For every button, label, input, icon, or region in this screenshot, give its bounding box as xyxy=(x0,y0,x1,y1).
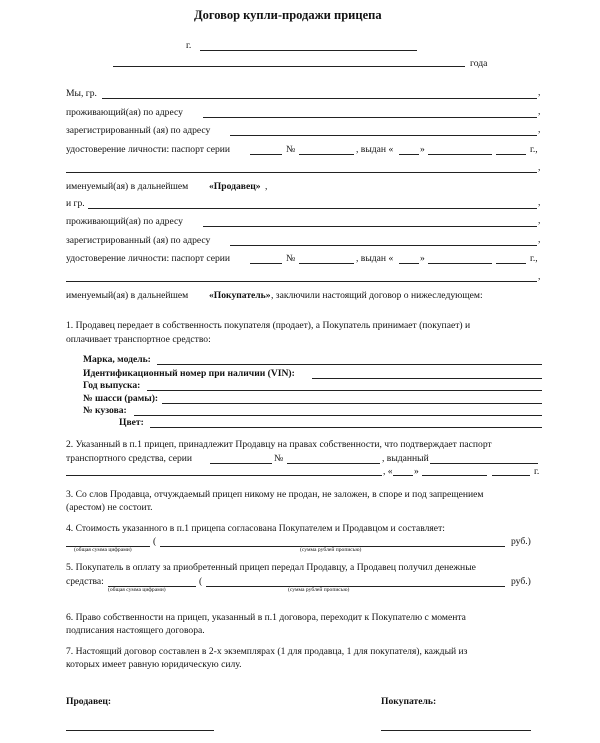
vehicle-passport-month-field[interactable] xyxy=(422,475,487,476)
sum-digits-hint: (общая сумма цифрами) xyxy=(108,587,166,593)
field-vin-input[interactable] xyxy=(312,378,542,379)
clause-6-line-1: 6. Право собственности на прицеп, указанный в п.1 договора, переходит к Покупателю с момента xyxy=(66,612,466,623)
clause-7-line-2: которых имеет равную юридическую силу. xyxy=(66,659,242,670)
field-body-input[interactable] xyxy=(134,415,542,416)
buyer-issue-month-field[interactable] xyxy=(428,263,492,264)
seller-intro: Мы, гр. xyxy=(66,88,97,99)
year-label: года xyxy=(470,58,488,69)
field-color-label: Цвет: xyxy=(119,417,144,428)
seller-issue-day-field[interactable] xyxy=(399,154,419,155)
seller-named-label: именуемый(ая) в дальнейшем xyxy=(66,181,189,192)
seller-passport-number-field[interactable] xyxy=(299,154,354,155)
comma: , xyxy=(538,106,541,117)
seller-address-field[interactable] xyxy=(203,117,537,118)
clause-2-line-2: транспортного средства, серии xyxy=(66,453,193,464)
buyer-issuer-field[interactable] xyxy=(66,281,537,282)
comma: , xyxy=(538,197,541,208)
year-short-2: г. xyxy=(534,466,540,477)
buyer-signature-label: Покупатель: xyxy=(381,696,437,707)
seller-signature-field[interactable] xyxy=(66,730,214,731)
clause-5-line-1: 5. Покупатель в оплату за приобретенный прицеп передал Продавцу, а Продавец получил денежные xyxy=(66,562,476,573)
clause-4-line-1: 4. Стоимость указанного в п.1 прицепа согласована Покупателем и Продавцом и составляет: xyxy=(66,523,445,534)
rub-label: руб.) xyxy=(511,536,531,547)
buyer-issue-day-field[interactable] xyxy=(399,263,419,264)
number-sign: № xyxy=(286,144,296,155)
buyer-role: «Покупатель» xyxy=(209,290,271,301)
clause-6-line-2: подписания настоящего договора. xyxy=(66,625,205,636)
field-vin-label: Идентификационный номер при наличии (VIN): xyxy=(83,368,295,379)
buyer-registered-label: зарегистрированный (ая) по адресу xyxy=(66,235,211,246)
clause-7-line-1: 7. Настоящий договор составлен в 2-х экземплярах (1 для продавца, 1 для покупателя), каждый из xyxy=(66,646,468,657)
buyer-issue-year-field[interactable] xyxy=(496,263,526,264)
buyer-named-label: именуемый(ая) в дальнейшем xyxy=(66,290,189,301)
sum-digits-hint: (общая сумма цифрами) xyxy=(74,547,132,553)
buyer-passport-series-field[interactable] xyxy=(250,263,282,264)
sum-words-hint: (сумма рублей прописью) xyxy=(288,587,350,593)
buyer-registration-field[interactable] xyxy=(230,245,537,246)
clause-3-line-2: (арестом) не состоит. xyxy=(66,502,153,513)
seller-name-field[interactable] xyxy=(102,98,537,99)
vehicle-passport-day-field[interactable] xyxy=(393,475,413,476)
buyer-named-rest: , заключили настоящий договор о нижеследующем: xyxy=(271,290,483,301)
buyer-intro: и гр. xyxy=(66,198,85,209)
issued-label: , выданный xyxy=(382,453,429,464)
comma: , xyxy=(538,162,541,173)
seller-issuer-field[interactable] xyxy=(66,172,537,173)
comma: , xyxy=(538,124,541,135)
clause-5-line-2: средства: xyxy=(66,576,104,587)
seller-resides-label: проживающий(ая) по адресу xyxy=(66,107,183,118)
field-make-label: Марка, модель: xyxy=(83,354,151,365)
date-open: , « xyxy=(383,466,393,477)
clause-1-line-2: оплачивает транспортное средство: xyxy=(66,334,211,345)
field-body-label: № кузова: xyxy=(83,405,127,416)
city-field[interactable] xyxy=(200,50,417,51)
sum-words-hint: (сумма рублей прописью) xyxy=(300,547,362,553)
vehicle-passport-series-field[interactable] xyxy=(210,463,272,464)
comma: , xyxy=(538,87,541,98)
vehicle-passport-number-field[interactable] xyxy=(287,463,380,464)
year-short: г., xyxy=(530,144,538,155)
seller-issue-month-field[interactable] xyxy=(428,154,492,155)
year-short: г., xyxy=(530,253,538,264)
issued-by-label: , выдан « xyxy=(356,144,394,155)
field-year-label: Год выпуска: xyxy=(83,380,141,391)
date-field[interactable] xyxy=(113,66,465,67)
field-year-input[interactable] xyxy=(147,390,542,391)
vehicle-passport-issuer-field[interactable] xyxy=(430,463,538,464)
date-close: » xyxy=(414,466,419,477)
comma: , xyxy=(538,271,541,282)
seller-issue-year-field[interactable] xyxy=(496,154,526,155)
field-make-input[interactable] xyxy=(157,364,542,365)
clause-1-line-1: 1. Продавец передает в собственность покупателя (продает), а Покупатель принимает (покупает) и xyxy=(66,320,471,331)
field-color-input[interactable] xyxy=(150,427,542,428)
seller-passport-label: удостоверение личности: паспорт серии xyxy=(66,144,231,155)
quote-close: » xyxy=(420,144,425,155)
quote-close: » xyxy=(420,253,425,264)
document-title: Договор купли-продажи прицепа xyxy=(194,8,382,22)
clause-2-line-1: 2. Указанный в п.1 прицеп, принадлежит Продавцу на правах собственности, что подтверждает паспорт xyxy=(66,439,492,450)
city-label: г. xyxy=(186,40,192,51)
paid-words-field[interactable] xyxy=(206,586,505,587)
paren-open: ( xyxy=(153,536,157,547)
vehicle-passport-issuer-field-2[interactable] xyxy=(66,475,382,476)
paren-open: ( xyxy=(199,576,203,587)
comma: , xyxy=(538,215,541,226)
number-sign: № xyxy=(286,253,296,264)
issued-by-label: , выдан « xyxy=(356,253,394,264)
field-chassis-label: № шасси (рамы): xyxy=(83,393,159,404)
seller-registered-label: зарегистрированный (ая) по адресу xyxy=(66,125,211,136)
buyer-resides-label: проживающий(ая) по адресу xyxy=(66,216,183,227)
vehicle-passport-year-field[interactable] xyxy=(492,475,530,476)
buyer-signature-field[interactable] xyxy=(381,730,531,731)
seller-registration-field[interactable] xyxy=(230,135,537,136)
buyer-name-field[interactable] xyxy=(88,208,537,209)
number-sign: № xyxy=(274,453,284,464)
comma: , xyxy=(265,181,268,192)
field-chassis-input[interactable] xyxy=(162,403,542,404)
buyer-passport-label: удостоверение личности: паспорт серии xyxy=(66,253,231,264)
buyer-address-field[interactable] xyxy=(203,226,537,227)
seller-signature-label: Продавец: xyxy=(66,696,112,707)
buyer-passport-number-field[interactable] xyxy=(299,263,354,264)
clause-3-line-1: 3. Со слов Продавца, отчуждаемый прицеп никому не продан, не заложен, в споре и под запрещением xyxy=(66,489,484,500)
rub-label: руб.) xyxy=(511,576,531,587)
seller-passport-series-field[interactable] xyxy=(250,154,282,155)
seller-role: «Продавец» xyxy=(209,181,261,192)
comma: , xyxy=(538,234,541,245)
